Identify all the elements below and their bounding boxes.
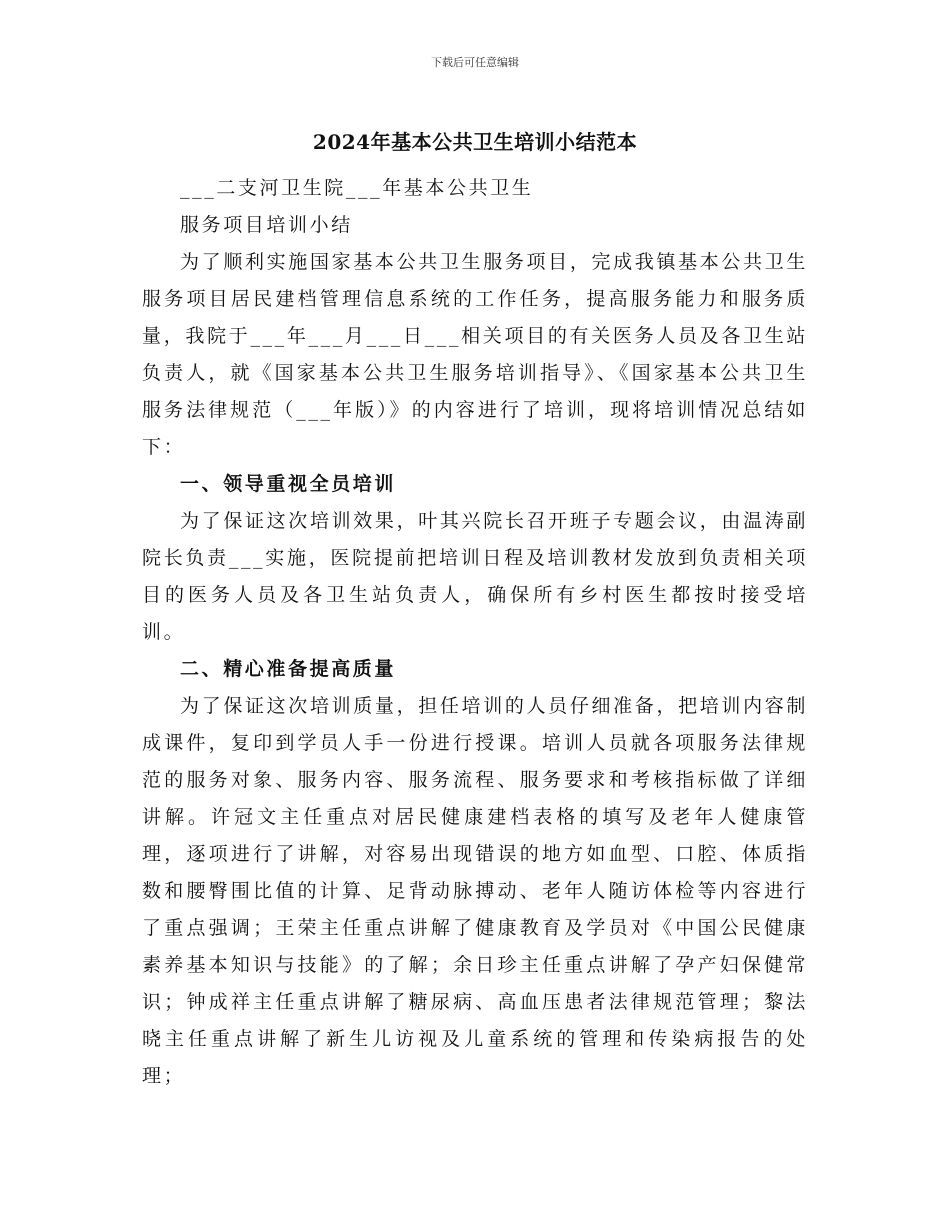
section-1-paragraph: 为了保证这次培训效果，叶其兴院长召开班子专题会议，由温涛副院长负责___实施，医院提前把培训日程及培训教材发放到负责相关项目的医务人员及各卫生站负责人，确保所有乡村医生都按时接受培训。	[142, 510, 808, 643]
subtitle-line-1: ___二支河卫生院___年基本公共卫生	[180, 177, 534, 199]
section-2-paragraph: 为了保证这次培训质量，担任培训的人员仔细准备，把培训内容制成课件，复印到学员人手一份进行授课。培训人员就各项服务法律规范的服务对象、服务内容、服务流程、服务要求和考核指标做了详细讲解。许冠文主任重点对居民健康建档表格的填写及老年人健康管理，逐项进行了讲解，对容易出现错误的地方如血型、口腔、体质指数和腰臀围比值的计算、足背动脉搏动、老年人随访体检等内容进行了重点强调；王荣主任重点讲解了健康教育及学员对《中国公民健康素养基本知识与技能》的了解；余日珍主任重点讲解了孕产妇保健常识；钟成祥主任重点讲解了糖尿病、高血压患者法律规范管理；黎法晓主任重点讲解了新生儿访视及儿童系统的管理和传染病报告的处理；	[142, 695, 808, 1087]
section-heading-2: 二、精心准备提高质量	[180, 658, 397, 680]
subtitle-line-2: 服务项目培训小结	[180, 214, 353, 236]
section-heading-1: 一、领导重视全员培训	[180, 473, 397, 495]
page-header-note: 下载后可任意编辑	[431, 56, 519, 69]
intro-paragraph: 为了顺利实施国家基本公共卫生服务项目，完成我镇基本公共卫生服务项目居民建档管理信息系统的工作任务，提高服务能力和服务质量，我院于___年___月___日___相关项目的有关医务人员及各卫生站负责人，就《国家基本公共卫生服务培训指导》、《国家基本公共卫生服务法律规范（___年版）》的内容进行了培训，现将培训情况总结如下：	[142, 251, 808, 458]
document-title: 2024年基本公共卫生培训小结范本	[312, 130, 638, 154]
document-body	[142, 170, 808, 1095]
